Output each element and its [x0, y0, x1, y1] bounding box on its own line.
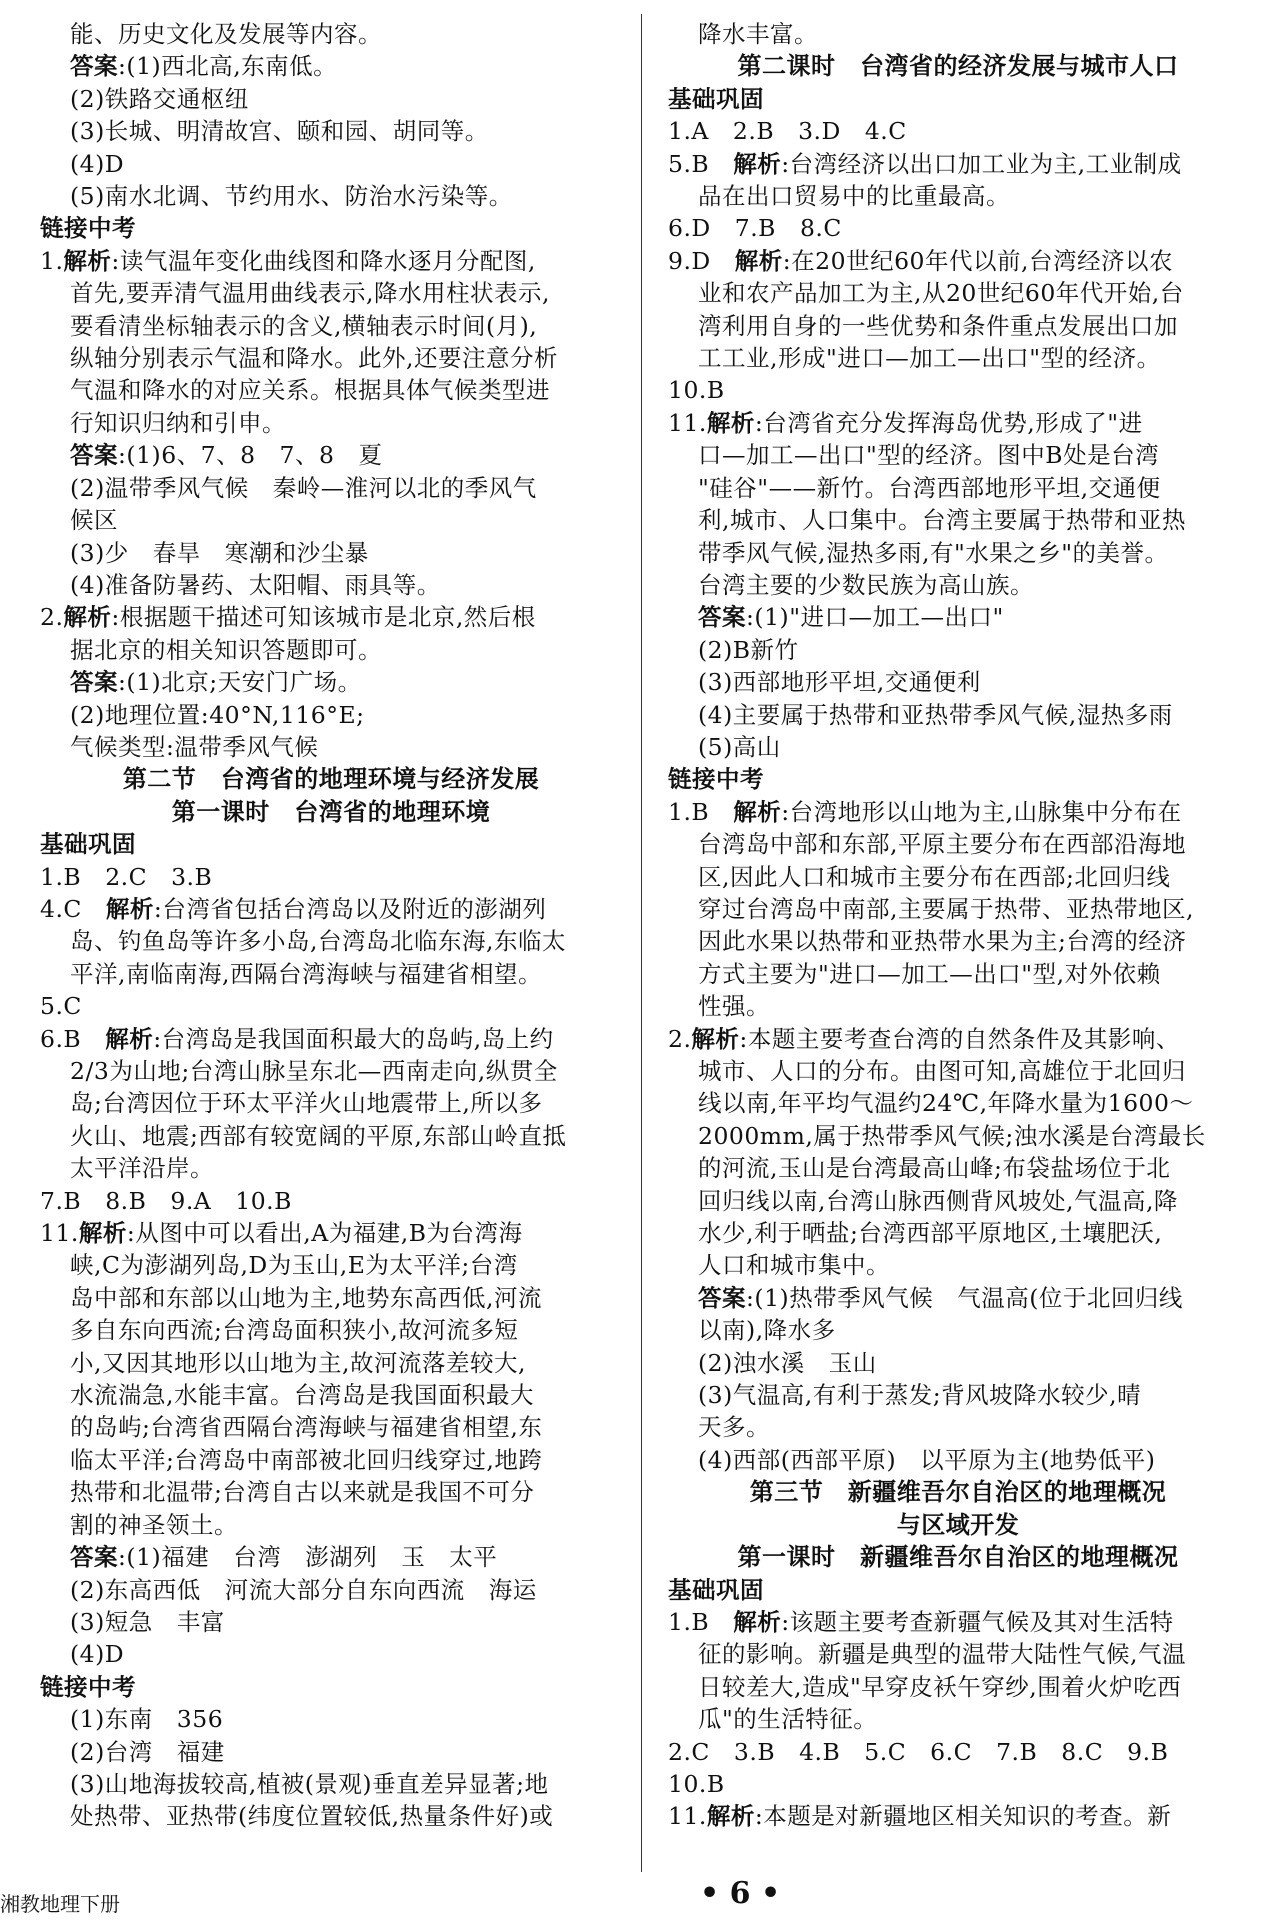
- left-line: (3)少 春旱 寒潮和沙尘暴: [70, 538, 369, 567]
- right-line: 口—加工—出口"型的经济。图中B处是台湾: [698, 441, 1160, 470]
- right-line: (4)西部(西部平原) 以平原为主(地势低平): [698, 1445, 1156, 1474]
- right-line: 湾利用自身的一些优势和条件重点发展出口加: [698, 311, 1178, 340]
- right-line: 带季风气候,湿热多雨,有"水果之乡"的美誉。: [698, 538, 1169, 567]
- right-line: 1.A 2.B 3.D 4.C: [668, 117, 907, 146]
- left-line: 答案:(1)福建 台湾 澎湖列 玉 太平: [70, 1543, 498, 1572]
- left-line: 11.解析:从图中可以看出,A为福建,B为台湾海: [40, 1219, 523, 1248]
- left-line: (1)东南 356: [70, 1705, 224, 1734]
- right-line: 11.解析:本题是对新疆地区相关知识的考查。新: [668, 1802, 1172, 1831]
- right-line: 10.B: [668, 376, 725, 405]
- left-line: 气候类型:温带季风气候: [70, 732, 319, 761]
- left-line: 岛中部和东部以山地为主,地势东高西低,河流: [70, 1283, 542, 1312]
- right-line: 日较差大,造成"早穿皮袄午穿纱,围着火炉吃西: [698, 1672, 1182, 1701]
- left-line: 链接中考: [40, 214, 136, 243]
- right-line: 区,因此人口和城市主要分布在西部;北回归线: [698, 862, 1171, 891]
- left-line: 要看清坐标轴表示的含义,横轴表示时间(月),: [70, 311, 538, 340]
- left-line: 纵轴分别表示气温和降水。此外,还要注意分析: [70, 344, 558, 373]
- right-line: 基础巩固: [668, 1575, 764, 1604]
- left-line: 岛、钓鱼岛等许多小岛,台湾岛北临东海,东临太: [70, 927, 566, 956]
- left-line: (2)铁路交通枢纽: [70, 84, 249, 113]
- left-column: [40, 18, 622, 1833]
- right-line: 第一课时 新疆维吾尔自治区的地理概况: [737, 1543, 1179, 1572]
- left-line: 多自东向西流;台湾岛面积狭小,故河流多短: [70, 1316, 519, 1345]
- right-line: 工工业,形成"进口—加工—出口"型的经济。: [698, 344, 1161, 373]
- left-line: (3)短急 丰富: [70, 1607, 225, 1636]
- right-line: 台湾岛中部和东部,平原主要分布在西部沿海地: [698, 830, 1186, 859]
- right-line: 11.解析:台湾省充分发挥海岛优势,形成了"进: [668, 408, 1143, 437]
- left-line: 处热带、亚热带(纬度位置较低,热量条件好)或: [70, 1802, 554, 1831]
- right-line: "硅谷"——新竹。台湾西部地形平坦,交通便: [698, 473, 1161, 502]
- left-line: 平洋,南临南海,西隔台湾海峡与福建省相望。: [70, 959, 542, 988]
- right-line: 答案:(1)热带季风气候 气温高(位于北回归线: [698, 1283, 1183, 1312]
- right-line: (4)主要属于热带和亚热带季风气候,湿热多雨: [698, 700, 1173, 729]
- right-line: (3)气温高,有利于蒸发;背风坡降水较少,晴: [698, 1381, 1142, 1410]
- right-line: 基础巩固: [668, 84, 764, 113]
- left-line: 第二节 台湾省的地理环境与经济发展: [122, 765, 540, 794]
- left-line: 岛;台湾因位于环太平洋火山地震带上,所以多: [70, 1089, 543, 1118]
- left-line: 链接中考: [40, 1672, 136, 1701]
- left-line: 能、历史文化及发展等内容。: [70, 20, 382, 48]
- right-line: 5.B 解析:台湾经济以出口加工业为主,工业制成: [668, 149, 1182, 178]
- left-line: 1.B 2.C 3.B: [40, 862, 213, 891]
- right-line: 6.D 7.B 8.C: [668, 214, 842, 243]
- right-line: 利,城市、人口集中。台湾主要属于热带和亚热: [698, 506, 1186, 535]
- left-line: 4.C 解析:台湾省包括台湾岛以及附近的澎湖列: [40, 894, 547, 923]
- left-line: 2/3为山地;台湾山脉呈东北—西南走向,纵贯全: [70, 1057, 558, 1085]
- right-line: 人口和城市集中。: [698, 1251, 890, 1280]
- right-line: 的河流,玉山是台湾最高山峰;布袋盐场位于北: [698, 1154, 1171, 1183]
- left-line: 火山、地震;西部有较宽阔的平原,东部山岭直抵: [70, 1121, 567, 1150]
- left-line: (2)台湾 福建: [70, 1737, 225, 1766]
- left-line: 第一课时 台湾省的地理环境: [171, 797, 491, 826]
- right-line: 链接中考: [668, 765, 764, 794]
- right-line: 征的影响。新疆是典型的温带大陆性气候,气温: [698, 1640, 1186, 1669]
- left-line: 1.解析:读气温年变化曲线图和降水逐月分配图,: [40, 246, 536, 275]
- right-line: 方式主要为"进口—加工—出口"型,对外依赖: [698, 959, 1161, 988]
- right-line: (2)B新竹: [698, 635, 799, 664]
- left-line: (3)山地海拔较高,植被(景观)垂直差异显著;地: [70, 1769, 549, 1798]
- right-line: 线以南,年平均气温约24℃,年降水量为1600～: [698, 1089, 1194, 1118]
- right-line: 答案:(1)"进口—加工—出口": [698, 603, 1004, 632]
- right-line: (2)浊水溪 玉山: [698, 1348, 877, 1377]
- left-line: 据北京的相关知识答题即可。: [70, 635, 382, 664]
- right-line: 1.B 解析:台湾地形以山地为主,山脉集中分布在: [668, 797, 1182, 826]
- right-line: 水少,利于晒盐;台湾西部平原地区,土壤肥沃,: [698, 1219, 1163, 1248]
- left-line: 行知识归纳和引申。: [70, 408, 286, 437]
- right-line: 10.B: [668, 1769, 725, 1798]
- right-line: 天多。: [698, 1413, 770, 1442]
- right-line: 9.D 解析:在20世纪60年代以前,台湾经济以农: [668, 246, 1173, 275]
- right-column: [668, 18, 1248, 1833]
- left-line: (3)长城、明清故宫、颐和园、胡同等。: [70, 117, 489, 146]
- left-line: 热带和北温带;台湾自古以来就是我国不可分: [70, 1478, 535, 1507]
- right-line: 以南),降水多: [698, 1316, 836, 1345]
- left-line: (4)D: [70, 1640, 125, 1669]
- left-line: 的岛屿;台湾省西隔台湾海峡与福建省相望,东: [70, 1413, 543, 1442]
- left-line: 7.B 8.B 9.A 10.B: [40, 1186, 292, 1215]
- right-line: 2.C 3.B 4.B 5.C 6.C 7.B 8.C 9.B: [668, 1737, 1169, 1766]
- left-line: 6.B 解析:台湾岛是我国面积最大的岛屿,岛上约: [40, 1024, 554, 1053]
- left-line: 5.C: [40, 992, 82, 1021]
- right-line: (5)高山: [698, 732, 781, 761]
- left-line: (4)准备防暑药、太阳帽、雨具等。: [70, 570, 441, 599]
- right-line: (3)西部地形平坦,交通便利: [698, 668, 981, 697]
- left-line: (5)南水北调、节约用水、防治水污染等。: [70, 182, 513, 211]
- right-line: 与区域开发: [896, 1510, 1020, 1539]
- footer-book-title: 湘教地理下册: [0, 1892, 120, 1916]
- left-line: 太平洋沿岸。: [70, 1154, 214, 1183]
- left-line: (2)温带季风气候 秦岭—淮河以北的季风气: [70, 473, 537, 502]
- left-line: (2)地理位置:40°N,116°E;: [70, 700, 365, 729]
- left-line: 首先,要弄清气温用曲线表示,降水用柱状表示,: [70, 279, 550, 308]
- left-line: 答案:(1)6、7、8 7、8 夏: [70, 441, 383, 470]
- left-line: 答案:(1)北京;天安门广场。: [70, 668, 362, 697]
- left-line: 气温和降水的对应关系。根据具体气候类型进: [70, 376, 550, 405]
- right-line: 1.B 解析:该题主要考查新疆气候及其对生活特: [668, 1607, 1174, 1636]
- right-line: 第二课时 台湾省的经济发展与城市人口: [737, 52, 1179, 81]
- left-line: 答案:(1)西北高,东南低。: [70, 52, 338, 81]
- left-line: 割的神圣领土。: [70, 1510, 238, 1539]
- right-line: 穿过台湾岛中南部,主要属于热带、亚热带地区,: [698, 894, 1194, 923]
- left-line: (2)东高西低 河流大部分自东向西流 海运: [70, 1575, 537, 1604]
- right-line: 第三节 新疆维吾尔自治区的地理概况: [749, 1478, 1167, 1507]
- left-line: 2.解析:根据题干描述可知该城市是北京,然后根: [40, 603, 536, 632]
- left-line: 水流湍急,水能丰富。台湾岛是我国面积最大: [70, 1381, 534, 1410]
- page-number: • 6 •: [700, 1876, 781, 1911]
- right-line: 降水丰富。: [698, 20, 818, 48]
- right-line: 因此水果以热带和亚热带水果为主;台湾的经济: [698, 927, 1187, 956]
- column-divider: [641, 14, 642, 1872]
- right-line: 台湾主要的少数民族为高山族。: [698, 570, 1034, 599]
- right-line: 2.解析:本题主要考查台湾的自然条件及其影响、: [668, 1024, 1180, 1053]
- right-line: 品在出口贸易中的比重最高。: [698, 182, 1010, 211]
- left-line: 峡,C为澎湖列岛,D为玉山,E为太平洋;台湾: [70, 1251, 518, 1280]
- right-line: 性强。: [698, 992, 770, 1021]
- left-line: 候区: [70, 506, 118, 535]
- left-line: (4)D: [70, 149, 125, 178]
- right-line: 2000mm,属于热带季风气候;浊水溪是台湾最长: [698, 1121, 1206, 1150]
- right-line: 城市、人口的分布。由图可知,高雄位于北回归: [698, 1057, 1186, 1085]
- right-line: 回归线以南,台湾山脉西侧背风坡处,气温高,降: [698, 1186, 1178, 1215]
- right-line: 业和农产品加工为主,从20世纪60年代开始,台: [698, 279, 1184, 308]
- left-line: 小,又因其地形以山地为主,故河流落差较大,: [70, 1348, 526, 1377]
- left-line: 临太平洋;台湾岛中南部被北回归线穿过,地跨: [70, 1445, 543, 1474]
- left-line: 基础巩固: [40, 830, 136, 859]
- right-line: 瓜"的生活特征。: [698, 1705, 878, 1734]
